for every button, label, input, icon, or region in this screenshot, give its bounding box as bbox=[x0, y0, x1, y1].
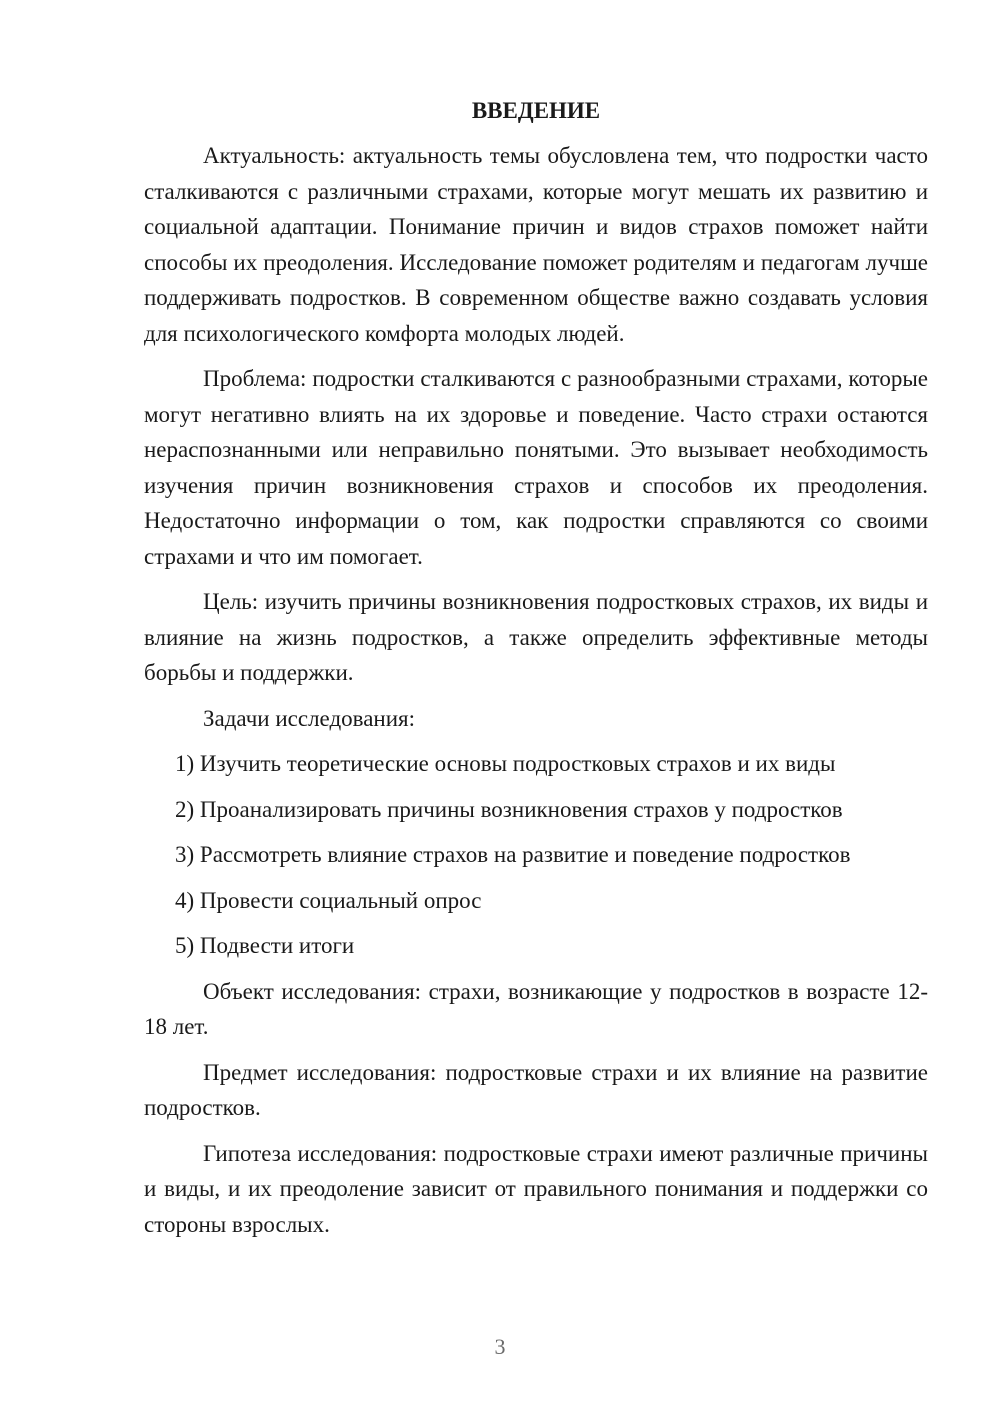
page-title: ВВЕДЕНИЕ bbox=[471, 98, 601, 123]
page-number: 3 bbox=[494, 1334, 506, 1359]
tasks-heading: Задачи исследования: bbox=[203, 705, 416, 731]
task-item: 1) Изучить теоретические основы подростковых страхов и их виды bbox=[175, 751, 836, 776]
task-item: 5) Подвести итоги bbox=[175, 933, 355, 958]
paragraph-hypothesis: Гипотеза исследования: подростковые страхи имеют различные причины и виды, и их преодоление зависит от правильного понимания и поддержки со стороны взрослых. bbox=[144, 1140, 928, 1237]
task-list bbox=[144, 746, 928, 964]
task-item: 4) Провести социальный опрос bbox=[175, 887, 482, 913]
task-item: 2) Проанализировать причины возникновения страхов у подростков bbox=[175, 796, 843, 822]
page-content bbox=[144, 96, 928, 1242]
paragraph-problem: Проблема: подростки сталкиваются с разнообразными страхами, которые могут негативно влиять на их здоровье и поведение. Часто страхи остаются нераспознанными или неправильно понятыми. Это вызывает необходимость изучения причин возникновения страхов и способов их преодоления. Недостаточно информации о том, как подростки справляются со своими страхами и что им помогает. bbox=[144, 366, 928, 569]
paragraph-goal: Цель: изучить причины возникновения подростковых страхов, их виды и влияние на жизнь подростков, а также определить эффективные методы борьбы и поддержки. bbox=[144, 589, 928, 685]
paragraph-subject: Предмет исследования: подростковые страхи и их влияние на развитие подростков. bbox=[144, 1059, 928, 1120]
paragraph-object: Объект исследования: страхи, возникающие у подростков в возрасте 12-18 лет. bbox=[144, 978, 928, 1039]
paragraph-relevance: Актуальность: актуальность темы обусловлена тем, что подростки часто сталкиваются с различными страхами, которые могут мешать их развитию и социальной адаптации. Понимание причин и видов страхов поможет найти способы их преодоления. Исследование поможет родителям и педагогам лучше поддерживать подростков. В современном обществе важно создавать условия для психологического комфорта молодых людей. bbox=[144, 143, 928, 346]
task-item: 3) Рассмотреть влияние страхов на развитие и поведение подростков bbox=[175, 842, 851, 867]
